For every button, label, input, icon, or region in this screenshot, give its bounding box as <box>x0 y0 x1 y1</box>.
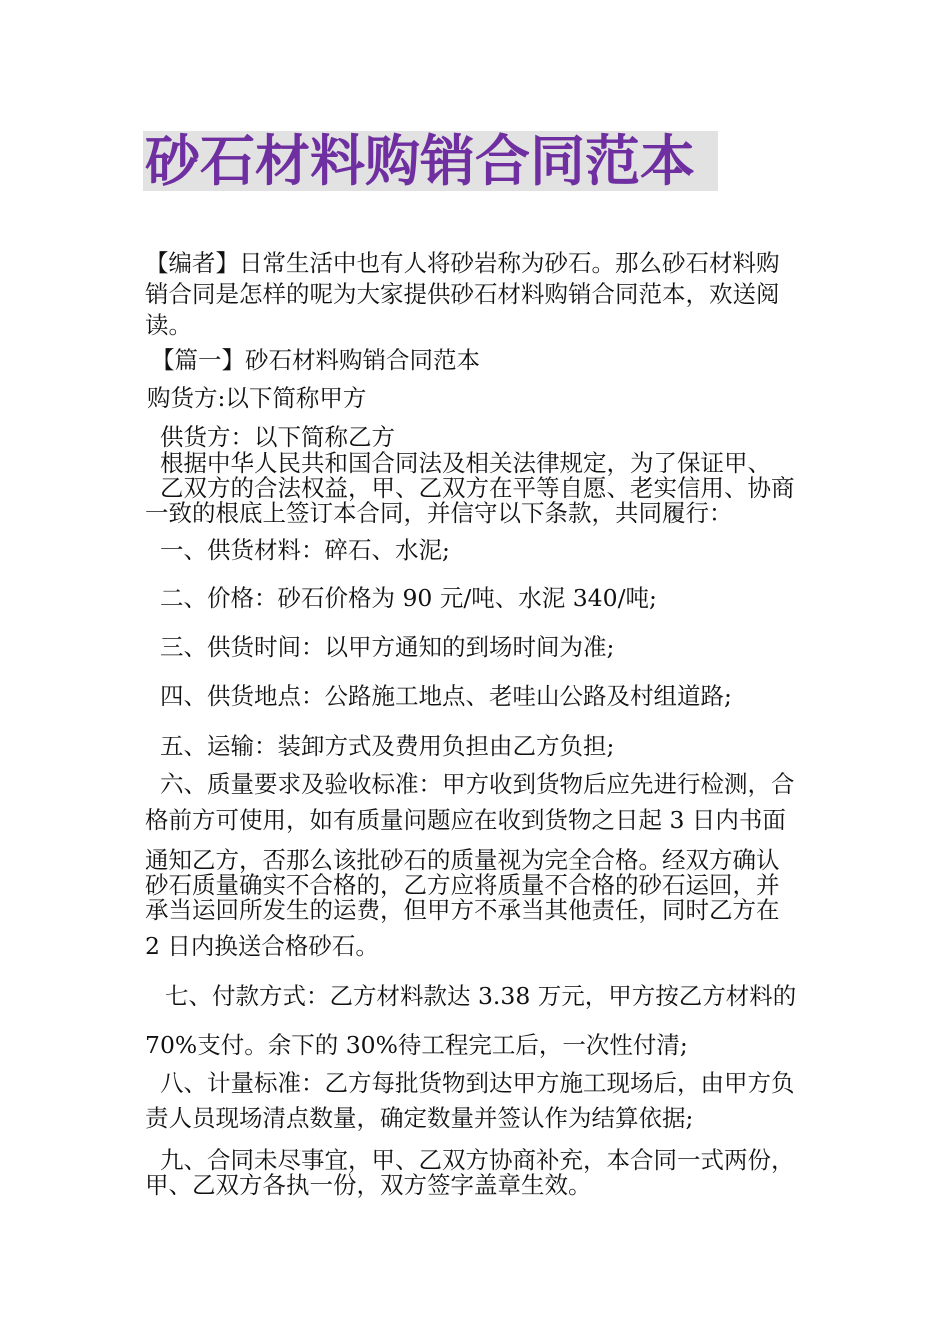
clause-line: 责人员现场清点数量，确定数量并签认作为结算依据; <box>145 1104 694 1132</box>
clause-line: 二、价格：砂石价格为 90 元/吨、水泥 340/吨; <box>160 584 657 612</box>
clause-line: 六、质量要求及验收标准：甲方收到货物后应先进行检测，合 <box>160 770 795 798</box>
clause-line: 七、付款方式：乙方材料款达 3.38 万元，甲方按乙方材料的 <box>165 982 797 1010</box>
clause-line: 通知乙方，否那么该批砂石的质量视为完全合格。经双方确认 <box>145 846 780 874</box>
clause-line: 2 日内换送合格砂石。 <box>145 932 379 960</box>
clause-line: 砂石质量确实不合格的，乙方应将质量不合格的砂石运回，并 <box>145 871 780 899</box>
paragraph-line: 一致的根底上签订本合同，并信守以下条款，共同履行： <box>145 499 733 527</box>
clause-line: 甲、乙双方各执一份，双方签字盖章生效。 <box>145 1171 592 1199</box>
clause-line: 一、供货材料：碎石、水泥; <box>160 536 450 564</box>
clause-line: 五、运输：装卸方式及费用负担由乙方负担; <box>160 732 615 760</box>
paragraph-line: 乙双方的合法权益，甲、乙双方在平等自愿、老实信用、协商 <box>160 474 795 502</box>
clause-line: 四、供货地点：公路施工地点、老哇山公路及村组道路; <box>160 682 732 710</box>
clause-line: 八、计量标准：乙方每批货物到达甲方施工现场后，由甲方负 <box>160 1069 795 1097</box>
paragraph-line: 供货方：以下简称乙方 <box>160 423 395 451</box>
clause-line: 承当运回所发生的运费，但甲方不承当其他责任，同时乙方在 <box>145 896 780 924</box>
clause-line: 格前方可使用，如有质量问题应在收到货物之日起 3 日内书面 <box>145 806 786 834</box>
document-title: 砂石材料购销合同范本 <box>145 129 696 193</box>
paragraph-line: 销合同是怎样的呢为大家提供砂石材料购销合同范本，欢送阅 <box>145 280 780 308</box>
clause-line: 70%支付。余下的 30%待工程完工后，一次性付清; <box>145 1031 688 1059</box>
paragraph-line: 根据中华人民共和国合同法及相关法律规定，为了保证甲、 <box>160 449 771 477</box>
paragraph-line: 【编者】日常生活中也有人将砂岩称为砂石。那么砂石材料购 <box>145 249 780 277</box>
clause-line: 三、供货时间：以甲方通知的到场时间为准; <box>160 633 615 661</box>
paragraph-line: 读。 <box>145 311 192 339</box>
paragraph-line: 购货方:以下简称甲方 <box>147 384 367 412</box>
section-heading: 【篇一】砂石材料购销合同范本 <box>151 346 480 374</box>
clause-line: 九、合同未尽事宜，甲、乙双方协商补充，本合同一式两份， <box>160 1146 795 1174</box>
